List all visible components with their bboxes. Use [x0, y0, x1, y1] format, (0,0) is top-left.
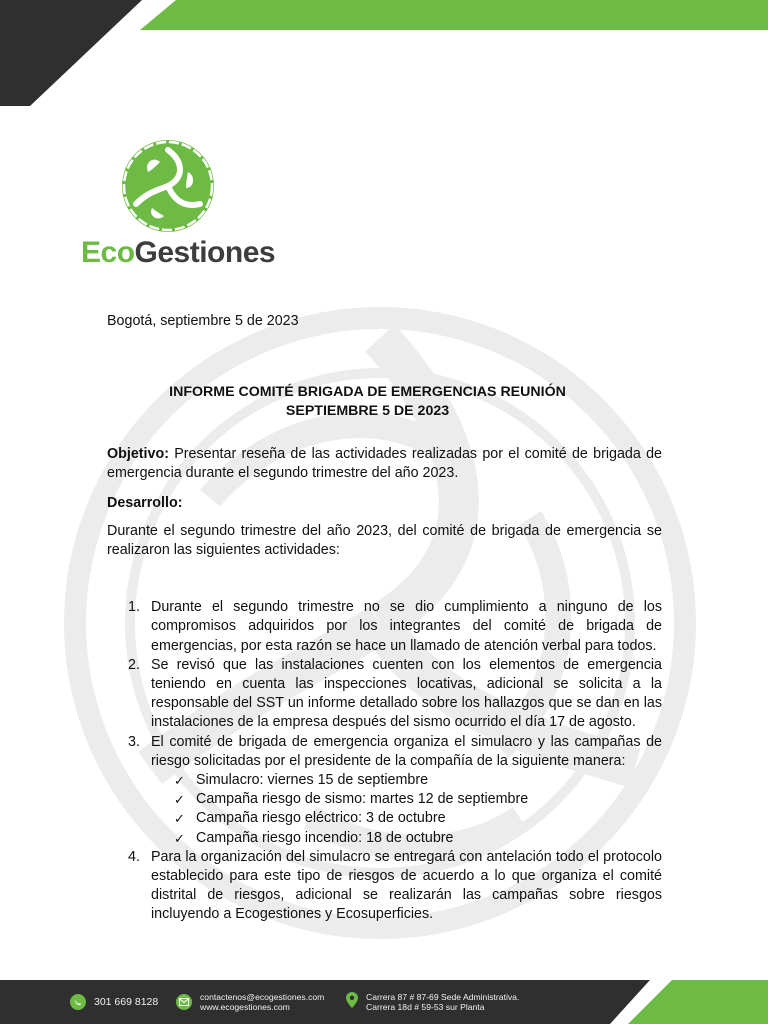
- header-dark-band: [0, 0, 142, 106]
- footer-address-text: [366, 992, 519, 1013]
- footer-green-band: [628, 980, 768, 1024]
- list-item-text: Para la organización del simulacro se entregará con antelación todo el protocolo establecido para este tipo de riesgos de acuerdo a lo que organiza el comité distrital de riesgos, adicional se realizarán las campañas sobre riesgos incluyendo a Ecogestiones y Ecosuperficies.: [151, 848, 662, 923]
- checkmark-icon: ✓: [174, 830, 185, 846]
- sublist-item-text: Simulacro: viernes 15 de septiembre: [196, 772, 429, 789]
- list-item: [107, 848, 662, 925]
- footer-phone: [70, 980, 158, 1024]
- sublist-item-text: Campaña riesgo de sismo: martes 12 de septiembre: [196, 791, 529, 808]
- footer: [0, 980, 768, 1024]
- activities-list: [107, 598, 662, 924]
- footer-contact: [176, 980, 324, 1024]
- brand-wordmark-gestiones: Gestiones: [134, 236, 276, 269]
- sublist-item: [151, 809, 662, 828]
- objective-text: Presentar reseña de las actividades realizadas por el comité de brigada de emergencia durante el segundo trimestre del año 2023.: [107, 446, 662, 482]
- list-item-number: 2.: [128, 656, 140, 673]
- list-item-text: Se revisó que las instalaciones cuenten con los elementos de emergencia teniendo en cuenta las inspecciones locativas, adicional se solicita a la responsable del SST un informe detallado sobre los hallazgos que se dan en las instalaciones de la empresa después del sismo ocurrido el día 17 de agosto.: [151, 656, 662, 731]
- footer-website[interactable]: www.ecogestiones.com: [200, 1002, 290, 1012]
- list-item: [107, 598, 662, 656]
- sublist-item-text: Campaña riesgo incendio: 18 de octubre: [196, 829, 454, 846]
- document-title-line1: INFORME COMITÉ BRIGADA DE EMERGENCIAS REUNIÓN: [169, 384, 566, 401]
- footer-phone-text: 301 669 8128: [94, 995, 159, 1008]
- brand-wordmark: [81, 236, 275, 270]
- sublist-item: [151, 829, 662, 848]
- list-item-text: El comité de brigada de emergencia organiza el simulacro y las campañas de riesgo solicitadas por el presidente de la compañía de la siguiente manera:: [151, 733, 662, 769]
- whatsapp-icon: [70, 994, 86, 1010]
- list-item-number: 1.: [128, 599, 140, 616]
- ecogestiones-logo-icon: [118, 136, 218, 236]
- development-heading: Desarrollo:: [107, 494, 183, 511]
- list-item-number: 3.: [128, 733, 140, 750]
- header-green-band: [140, 0, 768, 30]
- footer-address-line2: Carrera 18d # 59-53 sur Planta: [366, 1002, 485, 1012]
- date-line: Bogotá, septiembre 5 de 2023: [107, 313, 299, 329]
- checkmark-icon: ✓: [174, 811, 185, 827]
- checkmark-icon: ✓: [174, 792, 185, 808]
- list-item: [107, 656, 662, 733]
- objective-label: Objetivo:: [107, 446, 169, 463]
- brand-wordmark-eco: Eco: [81, 236, 135, 269]
- campaign-sublist: [151, 771, 662, 848]
- checkmark-icon: ✓: [174, 773, 185, 789]
- footer-address: [346, 980, 519, 1024]
- list-item: [107, 733, 662, 848]
- sublist-item: [151, 771, 662, 790]
- location-pin-icon: [346, 992, 358, 1013]
- development-intro: Durante el segundo trimestre del año 2023, del comité de brigada de emergencia se realizaron las siguientes actividades:: [107, 522, 662, 559]
- document-title: [107, 383, 595, 420]
- letter-body: [107, 312, 662, 925]
- sublist-item: [151, 790, 662, 809]
- list-item-number: 4.: [128, 848, 140, 865]
- footer-contact-text: [200, 992, 324, 1013]
- objective-paragraph: [107, 445, 662, 483]
- list-item-text: Durante el segundo trimestre no se dio cumplimiento a ninguno de los compromisos adquiridos por los integrantes del comité de brigada de emergencias, por esta razón se hace un llamado de atención verbal para todos.: [151, 599, 662, 654]
- header-decoration: [0, 0, 768, 110]
- email-icon: [176, 994, 192, 1010]
- footer-address-line1: Carrera 87 # 87-69 Sede Administrativa.: [366, 991, 520, 1002]
- document-title-line2: SEPTIEMBRE 5 DE 2023: [285, 402, 450, 419]
- sublist-item-text: Campaña riesgo eléctrico: 3 de octubre: [196, 810, 446, 827]
- footer-email[interactable]: contactenos@ecogestiones.com: [200, 991, 325, 1002]
